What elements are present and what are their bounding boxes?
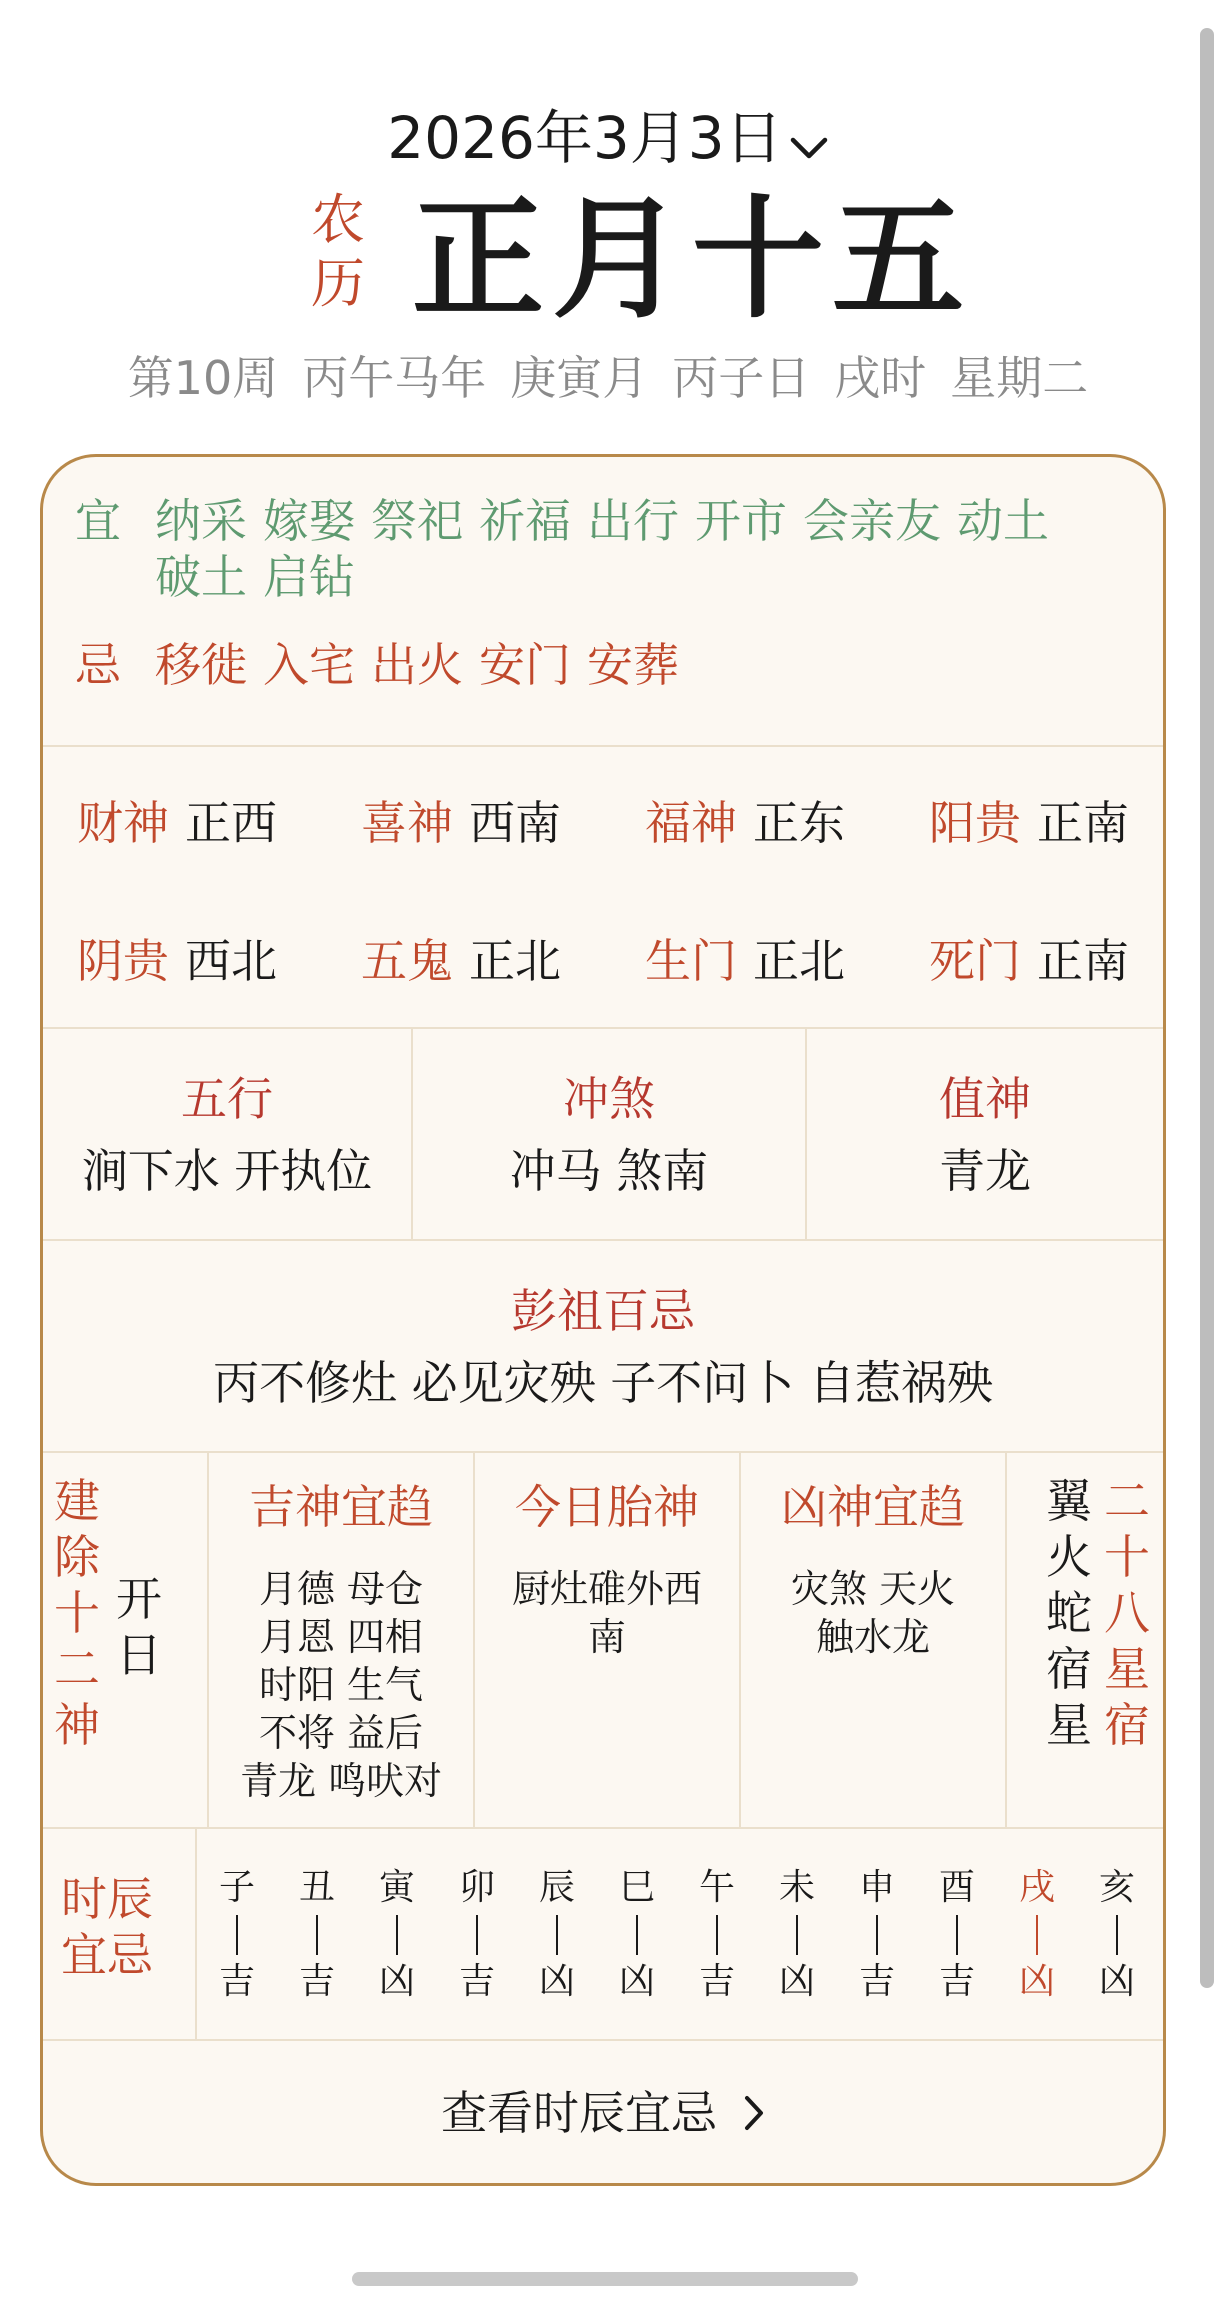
xiu-value: 翼火蛇宿星	[1046, 1474, 1092, 1752]
date-info-row	[0, 348, 1216, 408]
yi-item: 会亲友	[803, 494, 941, 548]
jishen-list	[209, 1565, 473, 1805]
hour-branch: 丑	[298, 1867, 335, 1908]
hour-connector	[716, 1915, 718, 1955]
hour-connector	[1116, 1915, 1118, 1955]
hour-connector	[396, 1915, 398, 1955]
hour-verdict: 吉	[698, 1961, 735, 2002]
wuxing-cell	[43, 1029, 411, 1239]
ji-item: 移徙	[155, 638, 247, 692]
god-name: 阳贵	[929, 796, 1021, 850]
hour-verdict: 凶	[1098, 1961, 1135, 2002]
hours-label	[57, 1871, 157, 1983]
yi-item: 祈福	[479, 494, 571, 548]
hour-verdict: 凶	[618, 1961, 655, 2002]
xiongshen-line: 灾煞 天火	[790, 1567, 956, 1611]
hour-verdict: 凶	[378, 1961, 415, 2002]
hour-connector	[636, 1915, 638, 1955]
taishen-line: 南	[587, 1615, 626, 1659]
chongsha-value: 冲马 煞南	[509, 1144, 709, 1198]
xiongshen-line: 触水龙	[815, 1615, 930, 1659]
hour-verdict: 吉	[938, 1961, 975, 2002]
hour-item[interactable]	[607, 1865, 667, 2005]
hour-branch: 申	[858, 1867, 895, 1908]
god-direction: 正南	[1037, 796, 1129, 850]
pengzu-value: 丙不修灶 必见灾殃 子不问卜 自惹祸殃	[213, 1356, 993, 1410]
week-number: 第10周	[127, 351, 279, 405]
yi-item: 出行	[587, 494, 679, 548]
hour-item[interactable]	[367, 1865, 427, 2005]
hour-verdict: 吉	[298, 1961, 335, 2002]
ji-item: 入宅	[263, 638, 355, 692]
god-direction-item	[77, 795, 277, 851]
hour-verdict: 凶	[778, 1961, 815, 2002]
lunar-date: 正月十五	[412, 183, 972, 337]
jishen-line: 时阳 生气	[258, 1663, 424, 1707]
weekday: 星期二	[950, 351, 1089, 405]
hour-item[interactable]	[527, 1865, 587, 2005]
date-label: 2026年3月3日	[387, 104, 783, 172]
hour-connector	[796, 1915, 798, 1955]
ji-item: 出火	[371, 638, 463, 692]
yiji-section	[43, 457, 1163, 747]
hour-item[interactable]	[447, 1865, 507, 2005]
ji-label: 忌	[75, 638, 121, 692]
lunar-tag-char: 农	[311, 188, 365, 251]
day-ganzhi: 丙子日	[672, 351, 811, 405]
ji-item: 安门	[479, 638, 571, 692]
hour-branch: 未	[778, 1867, 815, 1908]
hour-connector	[876, 1915, 878, 1955]
hour-item[interactable]	[1007, 1865, 1067, 2005]
god-name: 喜神	[361, 796, 453, 850]
year-ganzhi: 丙午马年	[302, 351, 487, 405]
jishen-line: 月德 母仓	[258, 1567, 424, 1611]
chevron-down-icon	[789, 102, 829, 182]
scrollbar[interactable]	[1200, 28, 1214, 1988]
zhishen-value: 青龙	[939, 1144, 1031, 1198]
hours-section	[43, 1829, 1163, 2041]
jishen-line: 月恩 四相	[258, 1615, 424, 1659]
taishen-line: 厨灶碓外西	[511, 1567, 702, 1611]
god-direction-item	[361, 795, 561, 851]
god-name: 福神	[645, 796, 737, 850]
taishen-title: 今日胎神	[515, 1480, 699, 1534]
hour-connector	[236, 1915, 238, 1955]
month-ganzhi: 庚寅月	[510, 351, 649, 405]
hour-branch: 寅	[378, 1867, 415, 1908]
hour-connector	[1036, 1915, 1038, 1955]
hours-label-line: 宜忌	[61, 1928, 153, 1982]
hour-branch: 戌	[1018, 1867, 1055, 1908]
hour-item[interactable]	[287, 1865, 347, 2005]
taishen-list	[475, 1565, 739, 1661]
hour-connector	[556, 1915, 558, 1955]
wuxing-title: 五行	[181, 1072, 273, 1126]
wuxing-chongsha-zhishen	[43, 1029, 1163, 1241]
lunar-tag	[306, 188, 370, 316]
yi-item: 嫁娶	[263, 494, 355, 548]
hour-branch: 辰	[538, 1867, 575, 1908]
god-name: 财神	[77, 796, 169, 850]
god-direction-item	[361, 933, 561, 989]
zhishen-title: 值神	[939, 1072, 1031, 1126]
yi-item: 祭祀	[371, 494, 463, 548]
yi-item: 动土	[957, 494, 1049, 548]
ji-item: 安葬	[587, 638, 679, 692]
pengzu-title: 彭祖百忌	[511, 1284, 695, 1338]
hour-verdict: 吉	[218, 1961, 255, 2002]
ji-list	[155, 637, 1155, 693]
hour-item[interactable]	[207, 1865, 267, 2005]
jishen-title: 吉神宜趋	[249, 1480, 433, 1534]
hour-connector	[956, 1915, 958, 1955]
xiongshen-list	[741, 1565, 1005, 1661]
yi-item: 开市	[695, 494, 787, 548]
divider	[195, 1829, 197, 2039]
pengzu-section	[43, 1241, 1163, 1453]
god-direction-item	[929, 795, 1129, 851]
hour-branch: 卯	[458, 1867, 495, 1908]
hour-item[interactable]	[927, 1865, 987, 2005]
shen-section	[43, 1453, 1163, 1829]
god-direction: 正北	[469, 934, 561, 988]
zhishen-cell	[807, 1029, 1163, 1239]
hour-branch: 亥	[1098, 1867, 1135, 1908]
hour-item[interactable]	[1087, 1865, 1147, 2005]
hour-verdict: 吉	[858, 1961, 895, 2002]
view-hours-button[interactable]	[43, 2041, 1163, 2186]
god-direction: 西北	[185, 934, 277, 988]
hour-branch: 子	[218, 1867, 255, 1908]
god-direction-item	[929, 933, 1129, 989]
god-direction-item	[77, 933, 277, 989]
almanac-card	[40, 454, 1166, 2186]
god-name: 五鬼	[361, 934, 453, 988]
chevron-right-icon	[743, 2044, 765, 2186]
god-direction: 正北	[753, 934, 845, 988]
hour-branch: 午	[698, 1867, 735, 1908]
yi-label: 宜	[75, 494, 121, 548]
god-directions	[43, 747, 1163, 1029]
jishen-line: 不将 益后	[258, 1711, 424, 1755]
home-indicator[interactable]	[352, 2272, 858, 2286]
yi-item: 破土	[155, 550, 247, 604]
xiongshen-title: 凶神宜趋	[781, 1480, 965, 1534]
hour-item[interactable]	[687, 1865, 747, 2005]
god-name: 阴贵	[77, 934, 169, 988]
hour-item[interactable]	[767, 1865, 827, 2005]
hour-verdict: 凶	[1018, 1961, 1055, 2002]
hour-ganzhi: 戌时	[834, 351, 927, 405]
chongsha-title: 冲煞	[563, 1072, 655, 1126]
hour-branch: 酉	[938, 1867, 975, 1908]
god-name: 死门	[929, 934, 1021, 988]
jianchu-value: 开日	[116, 1572, 162, 1682]
god-direction-item	[645, 933, 845, 989]
yi-item: 启钻	[263, 550, 355, 604]
god-direction: 正南	[1037, 934, 1129, 988]
god-direction-item	[645, 795, 845, 851]
divider	[1005, 1453, 1007, 1827]
hour-item[interactable]	[847, 1865, 907, 2005]
jianchu-label: 建除十二神	[54, 1474, 100, 1752]
hour-connector	[476, 1915, 478, 1955]
hour-verdict: 凶	[538, 1961, 575, 2002]
god-direction: 正西	[185, 796, 277, 850]
hour-verdict: 吉	[458, 1961, 495, 2002]
xiu-label: 二十八星宿	[1104, 1474, 1150, 1752]
yi-item: 纳采	[155, 494, 247, 548]
god-direction: 正东	[753, 796, 845, 850]
view-hours-label: 查看时辰宜忌	[441, 2086, 717, 2140]
yi-list	[155, 493, 1155, 605]
hour-branch: 巳	[618, 1867, 655, 1908]
lunar-tag-char: 历	[311, 252, 365, 315]
jishen-line: 青龙 鸣吠对	[239, 1759, 443, 1803]
god-name: 生门	[645, 934, 737, 988]
date-picker[interactable]	[0, 98, 1216, 182]
hour-connector	[316, 1915, 318, 1955]
chongsha-cell	[413, 1029, 805, 1239]
hours-label-line: 时辰	[61, 1872, 153, 1926]
wuxing-value: 涧下水 开执位	[81, 1144, 373, 1198]
god-direction: 西南	[469, 796, 561, 850]
